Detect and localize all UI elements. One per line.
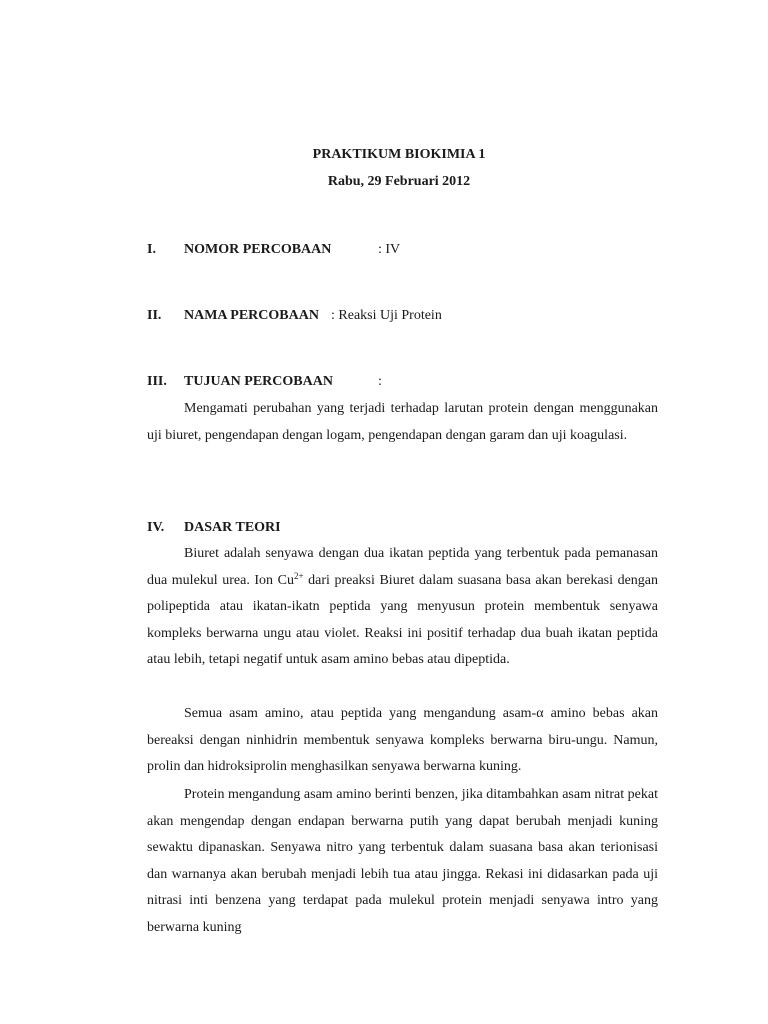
section-heading: TUJUAN PERCOBAAN [184,374,333,389]
section-value: : Reaksi Uji Protein [331,308,442,323]
paragraph-text: Biuret adalah senyawa dengan dua ikatan peptida yang terbentuk pada pemanasan dua mulekul urea. Ion Cu [147,546,658,588]
paragraph-text: dari preaksi Biuret dalam suasana basa akan berekasi dengan polipeptida atau ikatan-ikatn peptida yang menyusun protein membentuk senyawa kompleks berwarna ungu atau violet. Reaksi ini positif terhadap dua buah ikatan peptida atau lebih, tetapi negatif untuk asam amino bebas atau dipeptida. [147,572,659,668]
document-date: Rabu, 29 Februari 2012 [327,174,471,189]
section-number: III. [147,374,167,389]
section-number: I. [147,242,156,257]
section-number: IV. [147,520,165,535]
dasar-teori-paragraph-3: Protein mengandung asam amino berinti benzen, jika ditambahkan asam nitrat pekat akan mengendap dengan endapan berwarna putih yang dapat berubah menjadi kuning sewaktu dipanaskan. Senyawa nitro yang terbentuk dalam suasana basa akan terionisasi dan warnanya akan berubah menjadi lebih tua atau jingga. Rekasi ini didasarkan pada uji nitrasi inti benzena yang terdapat pada mulekul protein menjadi senyawa intro yang berwarna kuning [147,787,658,935]
section-value: : IV [378,242,401,257]
section-heading: NOMOR PERCOBAAN [184,242,332,257]
section-heading: DASAR TEORI [184,520,281,535]
dasar-teori-paragraph-1 [147,541,658,674]
document-title: PRAKTIKUM BIOKIMIA 1 [312,147,486,162]
section-number: II. [147,308,162,323]
section-value: : [378,374,382,389]
dasar-teori-paragraph-2: Semua asam amino, atau peptida yang mengandung asam-α amino bebas akan bereaksi dengan ninhidrin membentuk senyawa kompleks berwarna biru-ungu. Namun, prolin dan hidroksiprolin menghasilkan senyawa berwarna kuning. [147,706,658,775]
ion-charge-superscript: 2+ [293,570,304,581]
tujuan-paragraph: Mengamati perubahan yang terjadi terhadap larutan protein dengan menggunakan uji biuret, pengendapan dengan logam, pengendapan dengan garam dan uji koagulasi. [147,401,658,443]
section-heading: NAMA PERCOBAAN [184,308,319,323]
